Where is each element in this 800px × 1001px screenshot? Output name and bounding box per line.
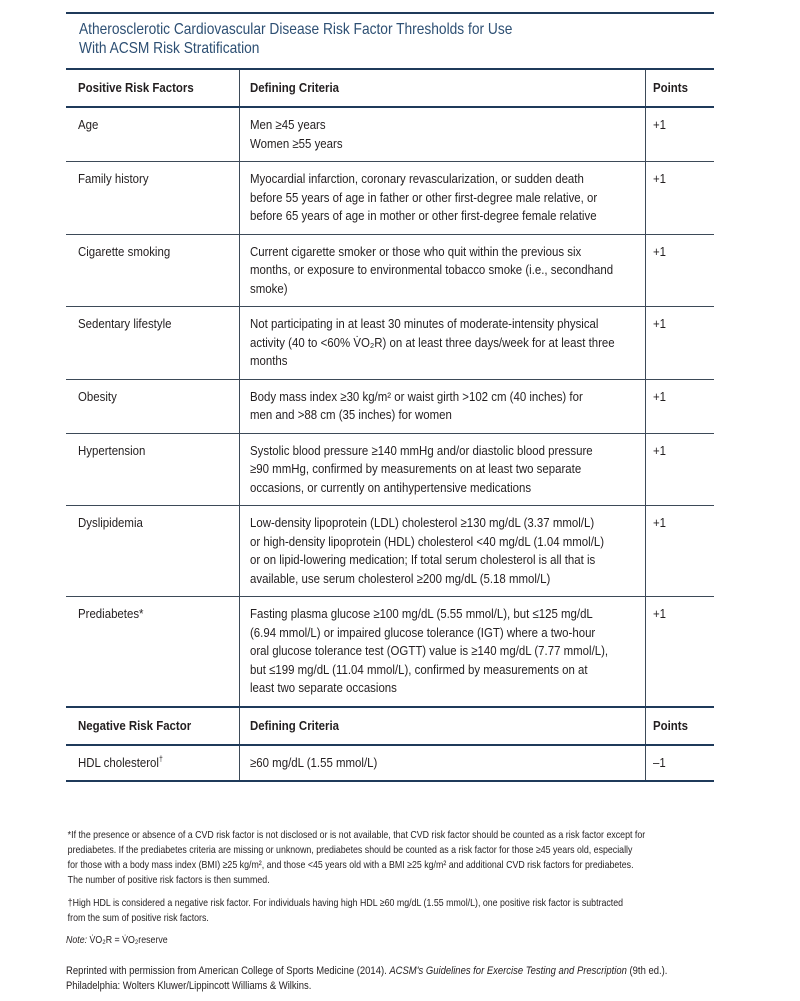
top-rule [66, 12, 714, 14]
footnote-star-line: The number of positive risk factors is then summed. [67, 874, 270, 886]
reprint-book-title: ACSM's Guidelines for Exercise Testing and Prescription [389, 965, 627, 977]
criteria-line: Women ≥55 years [249, 135, 343, 151]
criteria-line: Myocardial infarction, coronary revascularization, or sudden death [249, 171, 584, 186]
points-value: +1 [652, 606, 666, 621]
risk-factor-name: Family history [78, 171, 149, 186]
table-row [66, 597, 714, 707]
header-points-negative: Points [652, 717, 688, 733]
criteria-line: or on lipid-lowering medication; If total serum cholesterol is all that is [249, 552, 595, 567]
defining-criteria [250, 116, 639, 153]
defining-criteria [250, 514, 639, 588]
note [66, 933, 766, 948]
reprint-line-2: Philadelphia: Wolters Kluwer/Lippincott Williams & Wilkins. [66, 980, 312, 992]
criteria-line: Systolic blood pressure ≥140 mmHg and/or diastolic blood pressure [249, 442, 593, 458]
criteria-line: Men ≥45 years [249, 117, 326, 132]
positive-header-row [66, 69, 714, 107]
footnote-star-line: *If the presence or absence of a CVD risk factor is not disclosed or is not available, that CVD risk factor should be counted as a risk factor except for [67, 829, 646, 841]
risk-factor-name: HDL cholesterol [78, 754, 159, 770]
table-row [66, 234, 714, 307]
criteria-line: available, use serum cholesterol ≥200 mg/dL (5.18 mmol/L) [249, 570, 550, 586]
points-value: +1 [652, 515, 666, 530]
defining-criteria [250, 442, 639, 498]
risk-factor-name: Hypertension [78, 442, 146, 458]
criteria-line: men and >88 cm (35 inches) for women [249, 407, 452, 422]
header-defining-criteria: Defining Criteria [249, 80, 339, 95]
defining-criteria [250, 605, 639, 698]
criteria-line: before 55 years of age in father or other first-degree male relative, or [249, 189, 597, 205]
risk-factor-name: Age [78, 117, 99, 132]
criteria-line: Low-density lipoprotein (LDL) cholesterol ≥130 mg/dL (3.37 mmol/L) [249, 515, 594, 530]
criteria-line: occasions, or currently on antihypertensive medications [249, 479, 531, 495]
note-label: Note: [66, 934, 88, 946]
criteria-line: least two separate occasions [249, 680, 397, 695]
table-row [66, 433, 714, 506]
footnote-star-line: prediabetes. If the prediabetes criteria are missing or unknown, prediabetes should be counted as a risk factor for those ≥45 years old, especially [67, 844, 633, 856]
risk-factor-name: Sedentary lifestyle [78, 316, 172, 331]
criteria-line: months, or exposure to environmental tobacco smoke (i.e., secondhand [249, 262, 613, 277]
table-row [66, 307, 714, 380]
points-value: +1 [652, 171, 666, 186]
title-line-2: With ACSM Risk Stratification [79, 40, 260, 57]
note-text: V̇O₂R = V̇O₂reserve [89, 934, 168, 946]
header-positive-factors: Positive Risk Factors [78, 80, 194, 95]
criteria-line: activity (40 to <60% V̇O₂R) on at least three days/week for at least three [249, 334, 615, 350]
footnote-dagger-line: †High HDL is considered a negative risk factor. For individuals having high HDL ≥60 mg/dL (1.55 mmol/L), one positive risk factor is subtracted [67, 897, 624, 909]
footnote-dagger-line: from the sum of positive risk factors. [67, 912, 209, 924]
points-value: +1 [652, 388, 666, 404]
risk-factor-name: Prediabetes* [78, 606, 144, 621]
table-row [66, 506, 714, 597]
table-row-hdl [66, 745, 714, 782]
reprint-prefix: Reprinted with permission from American College of Sports Medicine (2014). [66, 965, 390, 977]
reprint-suffix: (9th ed.). [626, 965, 668, 977]
risk-factor-name: Cigarette smoking [78, 243, 171, 259]
points-value: +1 [652, 442, 666, 458]
table-title [79, 20, 621, 58]
criteria-line: smoke) [249, 280, 288, 296]
defining-criteria: ≥60 mg/dL (1.55 mmol/L) [249, 754, 377, 770]
criteria-line: months [249, 353, 288, 368]
dagger-mark: † [158, 754, 163, 764]
footnotes [66, 828, 766, 948]
defining-criteria [250, 243, 639, 299]
points-value: +1 [652, 243, 666, 259]
criteria-line: Fasting plasma glucose ≥100 mg/dL (5.55 mmol/L), but ≤125 mg/dL [249, 606, 593, 621]
header-points: Points [652, 80, 688, 95]
criteria-line: (6.94 mmol/L) or impaired glucose tolerance (IGT) where a two-hour [249, 624, 595, 640]
criteria-line: or high-density lipoprotein (HDL) cholesterol <40 mg/dL (1.04 mmol/L) [249, 533, 604, 549]
criteria-line: but ≤199 mg/dL (11.04 mmol/L), confirmed by measurements on at [249, 661, 588, 677]
risk-factor-table [66, 68, 714, 782]
defining-criteria [250, 388, 639, 425]
table-row [66, 379, 714, 433]
table-row [66, 162, 714, 235]
footnote-star [66, 828, 766, 888]
criteria-line: before 65 years of age in mother or other first-degree female relative [249, 208, 597, 223]
footnote-star-line: for those with a body mass index (BMI) ≥25 kg/m², and those <45 years old with a BMI ≥25 kg/m² and additional CVD risk factors for prediabetes. [67, 859, 634, 871]
header-defining-criteria-negative: Defining Criteria [249, 717, 339, 733]
reprint-line-1 [66, 964, 790, 979]
reprint-credit [66, 964, 786, 994]
risk-factor-name: Dyslipidemia [78, 515, 143, 530]
criteria-line: oral glucose tolerance test (OGTT) value is ≥140 mg/dL (7.77 mmol/L), [249, 643, 608, 658]
points-value: +1 [652, 117, 666, 132]
defining-criteria [250, 170, 639, 226]
criteria-line: ≥90 mmHg, confirmed by measurements on at least two separate [249, 461, 581, 476]
risk-factor-name: Obesity [78, 388, 117, 404]
footnote-dagger [66, 896, 766, 926]
negative-header-row [66, 707, 714, 745]
defining-criteria [250, 315, 639, 371]
points-value: –1 [652, 754, 666, 770]
points-value: +1 [652, 316, 666, 331]
criteria-line: Not participating in at least 30 minutes of moderate-intensity physical [249, 316, 598, 331]
criteria-line: Body mass index ≥30 kg/m² or waist girth >102 cm (40 inches) for [249, 388, 583, 404]
table-row [66, 107, 714, 162]
criteria-line: Current cigarette smoker or those who quit within the previous six [249, 243, 581, 259]
header-negative-factor: Negative Risk Factor [78, 717, 192, 733]
title-line-1: Atherosclerotic Cardiovascular Disease Risk Factor Thresholds for Use [79, 21, 513, 38]
